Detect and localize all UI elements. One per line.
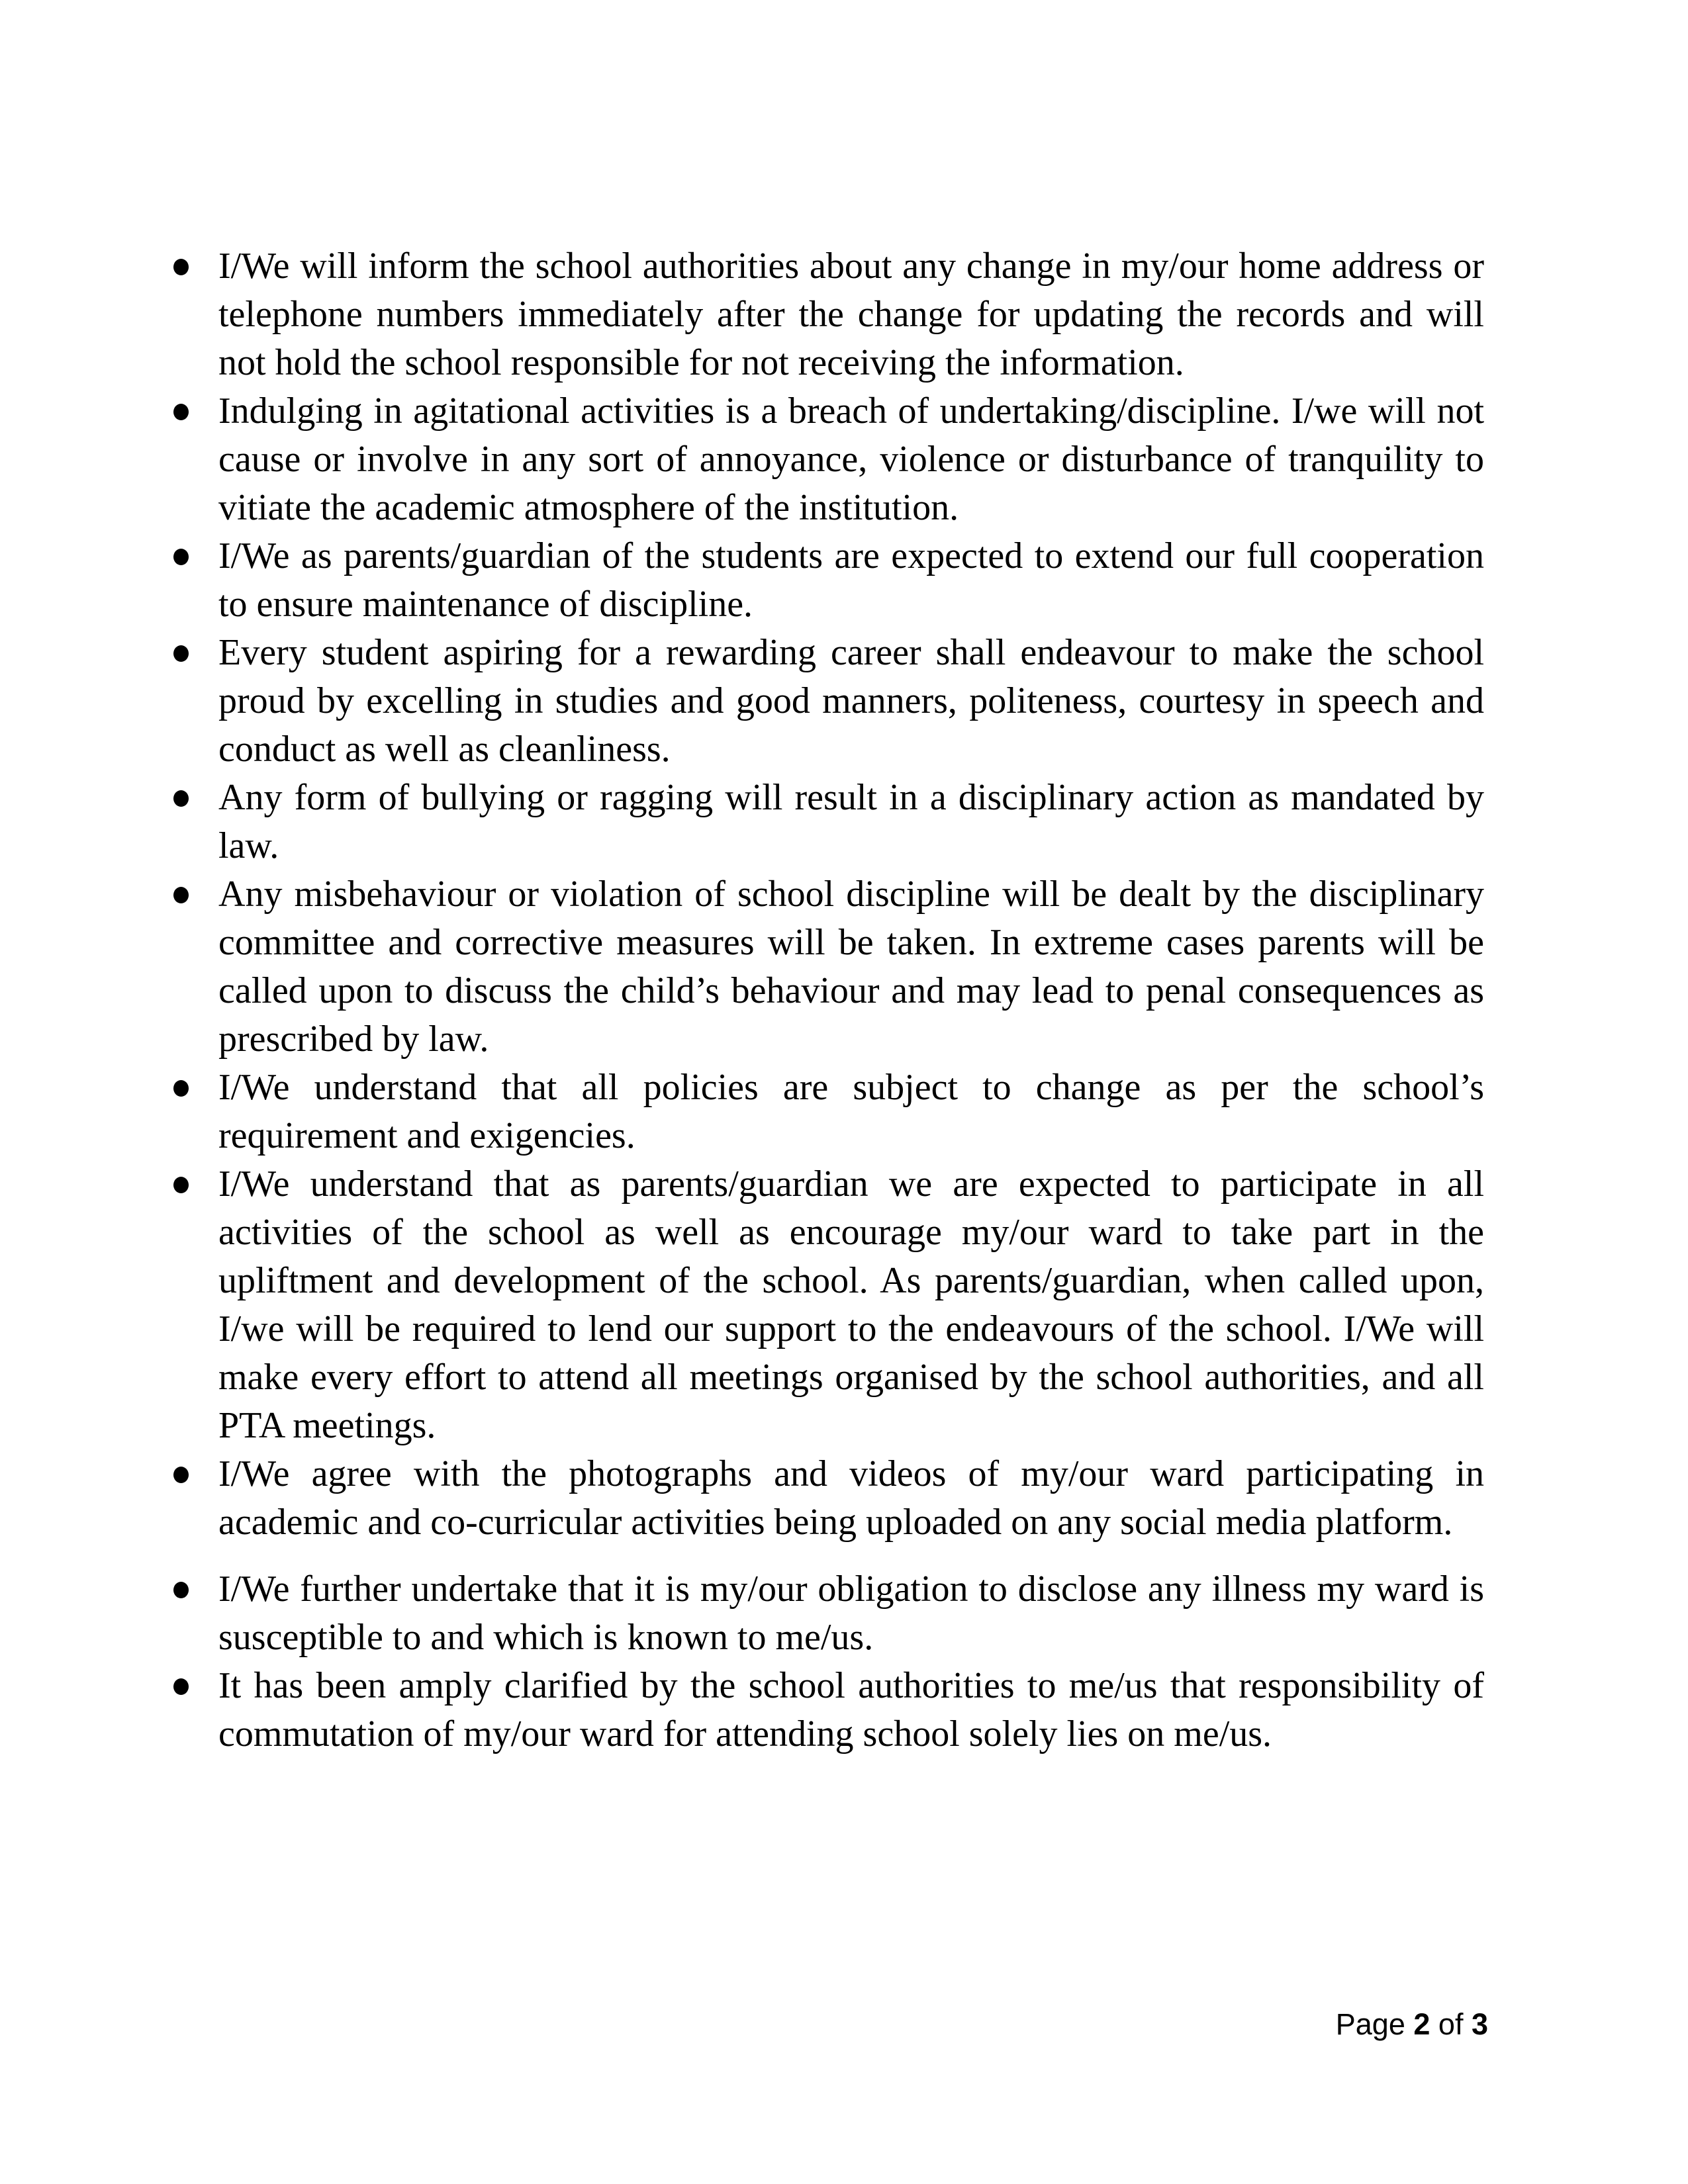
bullet-text: Indulging in agitational activities is a breach of undertaking/discipline. I/we will not cause or involve in any sort of annoyance, violence or disturbance of tranquility to vitiate the academic atmosphere of the institution.	[218, 390, 1484, 528]
bullet-item	[171, 1662, 1484, 1758]
bullet-item	[171, 1064, 1484, 1160]
bullet-item	[171, 1565, 1484, 1662]
bullet-icon	[173, 1678, 189, 1695]
document-body	[171, 242, 1484, 1758]
bullet-item	[171, 242, 1484, 387]
bullet-text: Any form of bullying or ragging will result in a disciplinary action as mandated by law.	[218, 777, 1484, 866]
bullet-item	[171, 1160, 1484, 1450]
bullet-text: I/We understand that all policies are subject to change as per the school’s requirement and exigencies.	[218, 1067, 1484, 1156]
bullet-icon	[173, 1080, 189, 1097]
bullet-icon	[173, 645, 189, 662]
bullet-text: I/We will inform the school authorities about any change in my/our home address or telephone numbers immediately after the change for updating the records and will not hold the school responsible for not receiving the information.	[218, 246, 1484, 383]
bullet-list	[171, 242, 1484, 1758]
bullet-icon	[173, 404, 189, 420]
bullet-text: Every student aspiring for a rewarding career shall endeavour to make the school proud by excelling in studies and good manners, politeness, courtesy in speech and conduct as well as cleanliness.	[218, 632, 1484, 770]
bullet-item	[171, 774, 1484, 870]
bullet-text: I/We further undertake that it is my/our obligation to disclose any illness my ward is susceptible to and which is known to me/us.	[218, 1569, 1484, 1658]
bullet-item	[171, 629, 1484, 774]
footer-page-label: Page	[1335, 2007, 1405, 2041]
bullet-icon	[173, 549, 189, 565]
footer-total-pages: 3	[1471, 2007, 1488, 2041]
bullet-item	[171, 387, 1484, 532]
bullet-icon	[173, 1582, 189, 1598]
bullet-icon	[173, 259, 189, 275]
bullet-icon	[173, 1177, 189, 1193]
bullet-item	[171, 870, 1484, 1064]
bullet-text: I/We as parents/guardian of the students are expected to extend our full cooperation to ensure maintenance of discipline.	[218, 535, 1484, 625]
bullet-icon	[173, 790, 189, 807]
bullet-icon	[173, 1467, 189, 1483]
bullet-text: I/We understand that as parents/guardian we are expected to participate in all activities of the school as well as encourage my/our ward to take part in the upliftment and development of the school. As parents/guardian, when called upon, I/we will be required to lend our support to the endeavours of the school. I/We will make every effort to attend all meetings organised by the school authorities, and all PTA meetings.	[218, 1163, 1484, 1446]
footer-of-label: of	[1438, 2007, 1464, 2041]
footer-page-number: 2	[1413, 2007, 1430, 2041]
bullet-text: Any misbehaviour or violation of school discipline will be dealt by the disciplinary committee and corrective measures will be taken. In extreme cases parents will be called upon to discuss the child’s behaviour and may lead to penal consequences as prescribed by law.	[218, 874, 1484, 1060]
bullet-icon	[173, 887, 189, 903]
bullet-text: It has been amply clarified by the school authorities to me/us that responsibility of commutation of my/our ward for attending school solely lies on me/us.	[218, 1665, 1484, 1754]
bullet-text: I/We agree with the photographs and videos of my/our ward participating in academic and co-curricular activities being uploaded on any social media platform.	[218, 1453, 1484, 1543]
bullet-item	[171, 532, 1484, 629]
page-footer	[1336, 2008, 1488, 2041]
bullet-item	[171, 1450, 1484, 1547]
